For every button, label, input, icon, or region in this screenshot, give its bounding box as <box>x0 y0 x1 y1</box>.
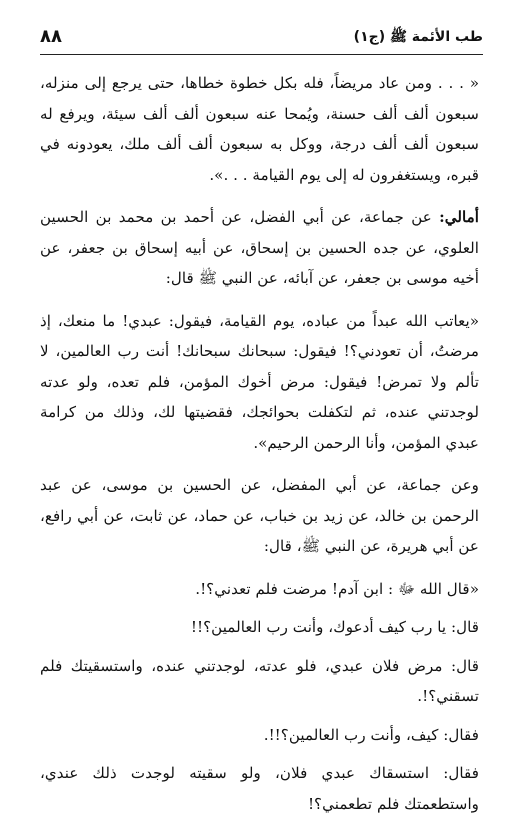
paragraph-text: عن جماعة، عن أبي الفضل، عن أحمد بن محمد بن الحسين العلوي، عن جده الحسين بن إسحاق، عن أبيه إسحاق بن جعفر، عن أخيه موسى بن جعفر، عن آبائه، عن النبي ﷺ قال: <box>40 208 479 287</box>
paragraph-text: «يعاتب الله عبداً من عباده، يوم القيامة، فيقول: عبدي! ما منعك، إذ مرضتُ، أن تعودني؟! فيقول: سبحانك سبحانك! أنت رب العالمين، لا تألم ولا تمرض! فيقول: مرض أخوك المؤمن، فلم تعده، ولو عدته لوجدتني عنده، ثم لتكفلت بحوائجك، فقضيتها لك، وذلك من كرامة عبدي المؤمن، وأنا الرحمن الرحيم». <box>40 311 479 452</box>
paragraph-hadith-rebuke <box>40 306 479 459</box>
paragraph-dialogue-3 <box>40 651 479 712</box>
page-number: ٨٨ <box>40 26 62 47</box>
paragraph-hadith-visiting-sick <box>40 68 479 190</box>
paragraph-dialogue-1 <box>40 574 479 605</box>
paragraph-text: قال: يا رب كيف أدعوك، وأنت رب العالمين؟!! <box>190 618 479 636</box>
paragraph-text: قال: مرض فلان عبدي، فلو عدته، لوجدتني عنده، واستسقيتك فلم تسقني؟!. <box>40 656 479 705</box>
paragraph-dialogue-5 <box>40 758 479 819</box>
page-header <box>40 26 483 52</box>
paragraph-amali-chain <box>40 202 479 294</box>
header-divider <box>40 54 483 55</box>
page-body <box>40 68 479 827</box>
paragraph-text: فقال: استسقاك عبدي فلان، ولو سقيته لوجدت ذلك عندي، واستطعمتك فلم تطعمني؟! <box>40 764 479 813</box>
paragraph-second-chain <box>40 470 479 562</box>
paragraph-text: وعن جماعة، عن أبي المفضل، عن الحسين بن موسى، عن عبد الرحمن بن خالد، عن زيد بن خباب، عن حماد، عن ثابت، عن أبي رافع، عن أبي هريرة، عن النبي ﷺ، قال: <box>40 476 479 555</box>
paragraph-text: فقال: كيف، وأنت رب العالمين؟!!. <box>263 725 479 744</box>
source-label: أمالي: <box>439 208 479 226</box>
paragraph-text: « . . . ومن عاد مريضاً، فله بكل خطوة خطاها، حتى يرجع إلى منزله، سبعون ألف ألف حسنة، ويُمحا عنه سبعون ألف ألف سيئة، ويرفع له سبعون ألف ألف درجة، ووكل به سبعون ألف ألف ملك، يعودونه في قبره، ويستغفرون له إلى يوم القيامة . . .». <box>40 74 479 184</box>
running-title: طب الأئمة ﷺ (ج١) <box>353 29 483 45</box>
paragraph-dialogue-4 <box>40 720 479 751</box>
paragraph-text: «قال الله ﷻ : ابن آدم! مرضت فلم تعدني؟!. <box>195 579 479 598</box>
paragraph-dialogue-2 <box>40 612 479 643</box>
